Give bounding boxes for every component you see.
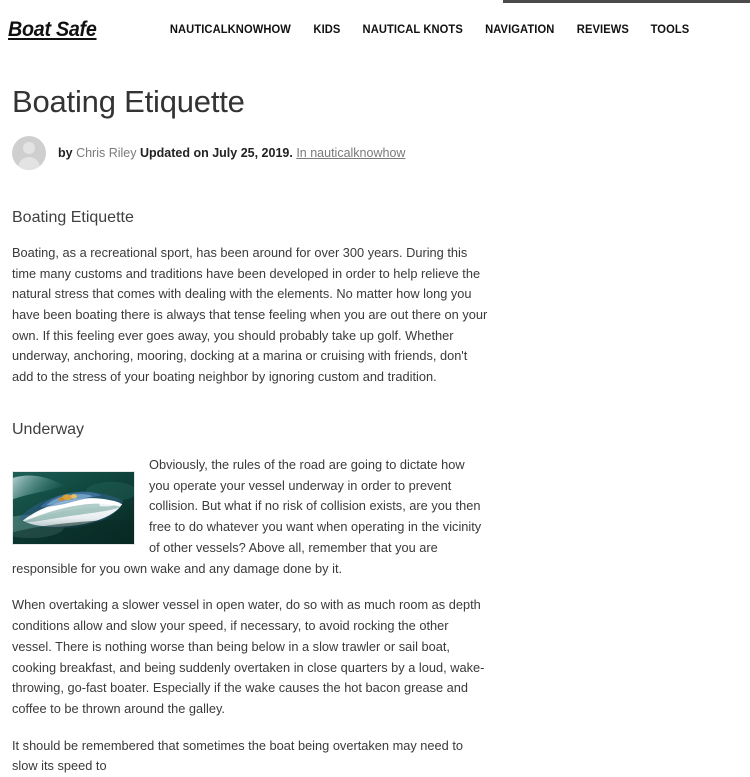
paragraph-intro: Boating, as a recreational sport, has been around for over 300 years. During this time many customs and traditions have been developed in order to help relieve the natural stress that comes with dealing with the elements. No matter how long you have been boating there is always that tense feeling when you are out there on your own. If this feeling ever goes away, you should probably take up golf. Whether underway, anchoring, mooring, docking at a marina or cruising with friends, don't add to the stress of your boating neighbor by ignoring custom and tradition. <box>12 244 488 385</box>
byline-text <box>58 145 405 161</box>
speedboat-illustration <box>13 472 134 544</box>
site-header <box>0 3 750 56</box>
article-body <box>0 56 500 777</box>
primary-navigation <box>158 24 699 36</box>
nav-item-nautical-knots[interactable]: NAUTICAL KNOTS <box>362 23 463 36</box>
page-title: Boating Etiquette <box>12 84 245 119</box>
paragraph-underway-2: When overtaking a slower vessel in open water, do so with as much room as depth conditions allow and slow your speed, if necessary, to avoid rocking the other vessel. There is nothing worse than being below in a slow trawler or sail boat, cooking breakfast, and being suddenly overtaken in close quarters by a loud, wake-throwing, go-fast boater. Especially if the wake causes the hot bacon grease and coffee to be thrown around the galley. <box>12 597 485 716</box>
byline <box>12 136 488 170</box>
nav-item-kids[interactable]: KIDS <box>313 23 341 36</box>
underway-content <box>12 455 488 579</box>
paragraph-underway-1: Obviously, the rules of the road are going to dictate how you operate your vessel underway in order to prevent collision. But what if no risk of collision exists, are you then free to do whatever you want when operating in the vicinity of other vessels? Above all, remember that you are responsible for you own wake and any damage done by it. <box>12 457 482 576</box>
byline-updated: Updated on July 25, 2019. <box>140 145 293 160</box>
nav-item-tools[interactable]: TOOLS <box>650 23 689 36</box>
speedboat-photo <box>12 471 135 545</box>
byline-category-link[interactable]: In nauticalknowhow <box>296 145 406 160</box>
nav-item-reviews[interactable]: REVIEWS <box>576 23 629 36</box>
byline-author[interactable]: Chris Riley <box>76 145 137 160</box>
nav-item-navigation[interactable]: NAVIGATION <box>485 23 555 36</box>
nav-item-nauticalknowhow[interactable]: NAUTICALKNOWHOW <box>170 23 292 36</box>
avatar <box>12 136 46 170</box>
site-logo[interactable]: Boat Safe <box>8 17 97 41</box>
byline-by-label: by <box>58 145 73 160</box>
section-heading-underway: Underway <box>12 420 85 438</box>
paragraph-underway-3: It should be remembered that sometimes the boat being overtaken may need to slow its speed to <box>12 737 463 774</box>
section-heading-boating-etiquette: Boating Etiquette <box>12 208 134 226</box>
